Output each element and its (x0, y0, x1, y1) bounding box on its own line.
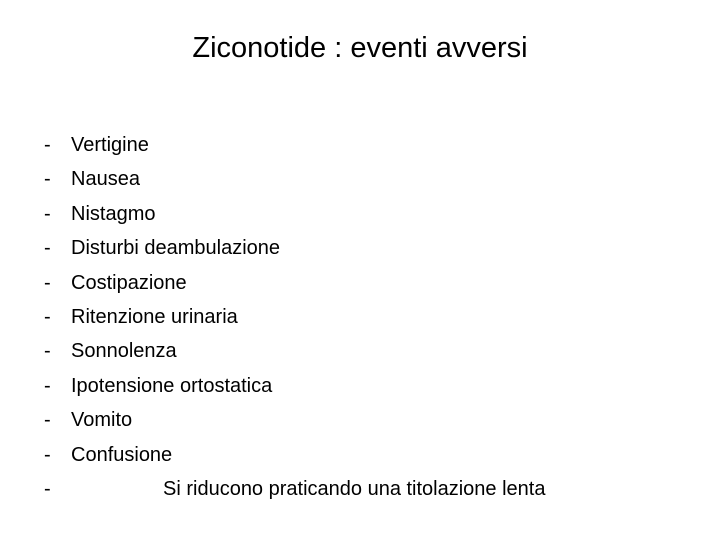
bullet-dash: - (44, 340, 51, 363)
list-item-text: Disturbi deambulazione (71, 237, 281, 260)
list-item-text: Ritenzione urinaria (71, 305, 238, 328)
list-item-text: Ipotensione ortostatica (71, 374, 273, 397)
list-item-text: Vomito (71, 409, 133, 432)
list-item-text: Costipazione (71, 271, 187, 294)
bullet-dash: - (44, 409, 51, 432)
bullet-dash: - (44, 271, 51, 294)
bullet-dash: - (44, 237, 51, 260)
bullet-dash: - (44, 374, 51, 397)
list-item-text: Sonnolenza (71, 340, 177, 363)
list-item-text: Si riducono praticando una titolazione lenta (163, 477, 546, 500)
bullet-dash: - (44, 168, 51, 191)
list-item-text: Confusione (71, 443, 173, 466)
bullet-dash: - (44, 202, 51, 225)
list-item-text: Nausea (71, 168, 140, 191)
list-item-text: Nistagmo (71, 202, 156, 225)
list-item-text: Vertigine (71, 134, 149, 156)
bullet-dash: - (44, 305, 51, 328)
slide-title: Ziconotide : eventi avversi (192, 32, 528, 64)
bullet-dash: - (44, 477, 51, 500)
bullet-dash: - (44, 443, 51, 466)
bullet-dash: - (44, 134, 51, 156)
